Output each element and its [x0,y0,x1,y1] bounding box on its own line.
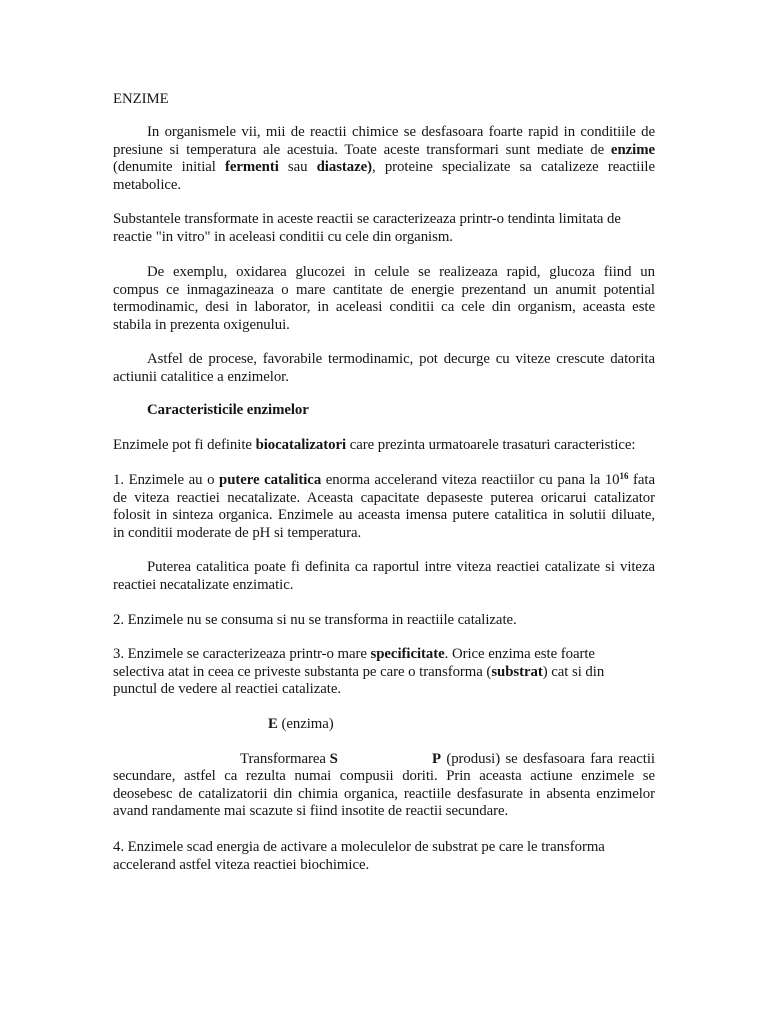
bold-term-enzime: enzime [610,141,655,158]
text-line: termodinamic, desi in laborator, in aceleasi conditii ca cele din organism, aceasta este [113,299,655,316]
text-line: 4. Enzimele scad energia de activare a moleculelor de substrat pe care le transforma [113,839,605,855]
bold-term-specificitate: specificitate [370,646,445,662]
text-line [113,525,655,543]
enzyme-label [268,716,334,734]
text-run: folosit in sinteza organica. Enzimele au aceasta imensa putere catalitica in solutii diluate, [113,507,655,524]
product-symbol: P [432,751,441,767]
transformation-paragraph [113,768,655,821]
transformation-substrate [240,751,338,769]
text-line [113,681,655,699]
bold-term-fermenti: fermenti [224,159,279,176]
list-item-3 [113,646,655,699]
text-run: de viteza reactiei necatalizate. Aceasta capacitate depaseste puterea oricarui catalizator [113,489,655,506]
text-run: ) cat si din [542,663,605,680]
section-heading: Caracteristicile enzimelor [147,402,309,418]
document-title-block [113,91,655,109]
text-line: Astfel de procese, favorabile termodinamic, pot decurge cu viteze crescute datorita [147,351,655,367]
text-line: Puterea catalitica poate fi definita ca raportul intre viteza reactiei catalizate si viteza [147,559,655,575]
text-line: Substantele transformate in aceste reactii se caracterizeaza printr-o tendinta limitata de [113,211,621,227]
text-run: In organismele vii, mii de reactii chimice se desfasoara foarte rapid in conditiile de [147,124,655,140]
text-run: Transformarea [240,751,330,767]
text-line: compus ce inmagazineaza o mare cantitate de energie prezentand un anumit potential [113,281,655,298]
bold-term-substrat: substrat [491,663,543,680]
text-line: actiunii catalitice a enzimelor. [113,368,289,385]
superscript-exponent: 16 [619,471,629,481]
text-run: (enzima) [277,716,334,732]
text-run: presiune si temperatura ale acestuia. Toate aceste transformari sunt mediate de [113,141,611,158]
substrate-symbol: S [329,751,338,767]
text-run: fata [628,472,655,488]
text-run: selectiva atat in ceea ce priveste substanta pe care o transforma ( [113,663,492,680]
list-item-2 [113,612,655,630]
text-line: secundare, astfel ca rezulta numai compusii doriti. Prin aceasta actiune enzimele se [113,768,655,784]
example-paragraph [113,264,655,334]
text-run: (denumite initial [113,159,225,176]
definition-paragraph [113,437,655,455]
text-line [432,751,655,769]
bold-term-biocatalizatori: biocatalizatori [255,437,347,453]
text-line [113,142,655,160]
text-line [113,490,655,508]
section-heading-block [113,402,655,420]
text-line [113,159,655,177]
text-line: deosebesc de catalizatorii din chimia organica, reactiile desfasurate in absenta enzimelor [113,785,655,802]
bold-term-putere-catalitica: putere catalitica [219,472,322,488]
text-run: , proteine specializate sa catalizeze reactiile [372,159,656,176]
text-line [113,437,655,455]
text-line: reactie "in vitro" in aceleasi conditii cu cele din organism. [113,228,453,245]
transformation-product-block [432,751,655,769]
text-run: 1. Enzimele au o [113,472,220,488]
text-line: reactiei necatalizate enzimatic. [113,576,294,593]
list-item-1 [113,472,655,542]
processes-paragraph [113,351,655,386]
text-line [113,177,655,195]
text-line: stabila in prezenta oxigenului. [113,316,290,333]
list-item-4 [113,839,655,874]
text-line [113,472,655,490]
text-run: enorma accelerand viteza reactiilor cu pana la 10 [321,472,620,488]
text-run: care prezinta urmatoarele trasaturi caracteristice: [346,437,636,453]
text-line: De exemplu, oxidarea glucozei in celule se realizeaza rapid, glucoza fiind un [147,264,655,280]
text-run: (produsi) se desfasoara fara reactii [441,751,655,767]
text-run: punctul de vedere al reactiei catalizate. [113,681,341,698]
text-line [113,646,655,664]
text-line [113,664,655,682]
substances-paragraph [113,211,655,246]
bold-term-diastaze: diastaze) [316,159,373,176]
document-title: ENZIME [113,91,169,107]
text-line: accelerand astfel viteza reactiei biochimice. [113,856,370,873]
power-paragraph [113,559,655,594]
text-run: in conditii moderate de pH si temperatura. [113,524,362,541]
text-run: 3. Enzimele se caracterizeaza printr-o mare [113,646,371,662]
text-line [113,507,655,525]
enzyme-symbol: E [268,716,278,732]
text-line [113,124,655,142]
text-run: Enzimele pot fi definite [113,437,256,453]
text-line: 2. Enzimele nu se consuma si nu se transforma in reactiile catalizate. [113,612,517,628]
text-run: metabolice. [113,176,182,193]
intro-paragraph [113,124,655,194]
text-line: avand randamente mai scazute si fiind insotite de reactii secundare. [113,803,509,820]
text-run: sau [278,159,317,176]
text-run: . Orice enzima este foarte [444,646,595,662]
